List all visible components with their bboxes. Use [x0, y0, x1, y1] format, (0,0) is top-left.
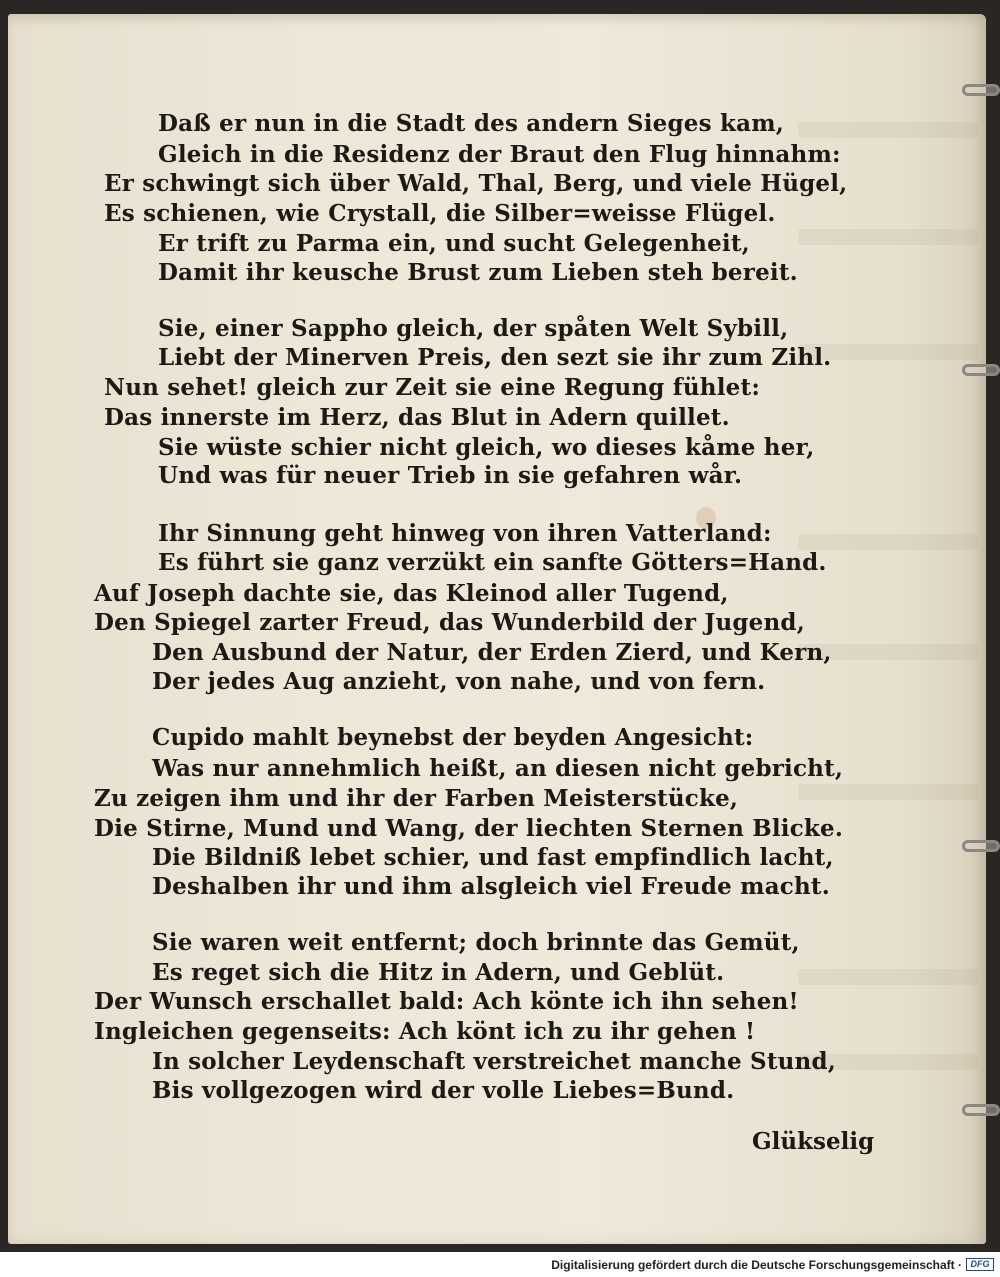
poem-line: Ihr Sinnung geht hinweg von ihren Vatterland:	[158, 520, 772, 547]
poem-line: Sie wüste schier nicht gleich, wo dieses kåme her,	[158, 434, 815, 461]
poem-line: Es reget sich die Hitz in Adern, und Geblüt.	[152, 959, 725, 986]
poem-line: Daß er nun in die Stadt des andern Sieges kam,	[158, 110, 784, 137]
poem-line: Den Ausbund der Natur, der Erden Zierd, und Kern,	[152, 639, 832, 666]
poem-line: Sie waren weit entfernt; doch brinnte das Gemüt,	[152, 929, 800, 956]
poem-line: Es führt sie ganz verzükt ein sanfte Götters=Hand.	[158, 549, 827, 576]
poem-line: Cupido mahlt beynebst der beyden Angesicht:	[152, 724, 754, 751]
dfg-logo-icon: DFG	[966, 1258, 994, 1271]
poem-line: Bis vollgezogen wird der volle Liebes=Bund.	[152, 1077, 735, 1104]
poem-line: Er schwingt sich über Wald, Thal, Berg, und viele Hügel,	[104, 170, 848, 197]
poem-line: Es schienen, wie Crystall, die Silber=weisse Flügel.	[104, 200, 776, 227]
poem-line: Gleich in die Residenz der Braut den Flug hinnahm:	[158, 141, 841, 168]
poem-line: Der jedes Aug anzieht, von nahe, und von fern.	[152, 668, 766, 695]
poem-line: In solcher Leydenschaft verstreichet manche Stund,	[152, 1048, 836, 1075]
poem-line: Den Spiegel zarter Freud, das Wunderbild der Jugend,	[94, 609, 805, 636]
poem-line: Deshalben ihr und ihm alsgleich viel Freude macht.	[152, 873, 830, 900]
poem-line: Was nur annehmlich heißt, an diesen nicht gebricht,	[152, 755, 844, 782]
poem-line: Nun sehet! gleich zur Zeit sie eine Regung fühlet:	[104, 374, 761, 401]
digitization-footer	[0, 1252, 1000, 1277]
poem-line: Zu zeigen ihm und ihr der Farben Meisterstücke,	[94, 785, 739, 812]
poem-line: Ingleichen gegenseits: Ach könt ich zu ihr gehen !	[94, 1018, 756, 1045]
poem-line: Das innerste im Herz, das Blut in Adern quillet.	[104, 404, 730, 431]
poem-line: Auf Joseph dachte sie, das Kleinod aller Tugend,	[94, 580, 729, 607]
poem-line: Er trift zu Parma ein, und sucht Gelegenheit,	[158, 230, 750, 257]
catchword: Glükselig	[752, 1128, 875, 1155]
poem-line: Sie, einer Sappho gleich, der spåten Welt Sybill,	[158, 315, 789, 342]
poem-line: Liebt der Minerven Preis, den sezt sie ihr zum Zihl.	[158, 344, 832, 371]
poem-line: Die Stirne, Mund und Wang, der liechten Sternen Blicke.	[94, 815, 844, 842]
poem-line: Und was für neuer Trieb in sie gefahren wår.	[158, 462, 743, 489]
poem-line: Damit ihr keusche Brust zum Lieben steh bereit.	[158, 259, 798, 286]
poem-line: Der Wunsch erschallet bald: Ach könte ich ihn sehen!	[94, 988, 799, 1015]
funding-notice: Digitalisierung gefördert durch die Deutsche Forschungsgemeinschaft ·	[551, 1258, 962, 1272]
poem-line: Die Bildniß lebet schier, und fast empfindlich lacht,	[152, 844, 834, 871]
